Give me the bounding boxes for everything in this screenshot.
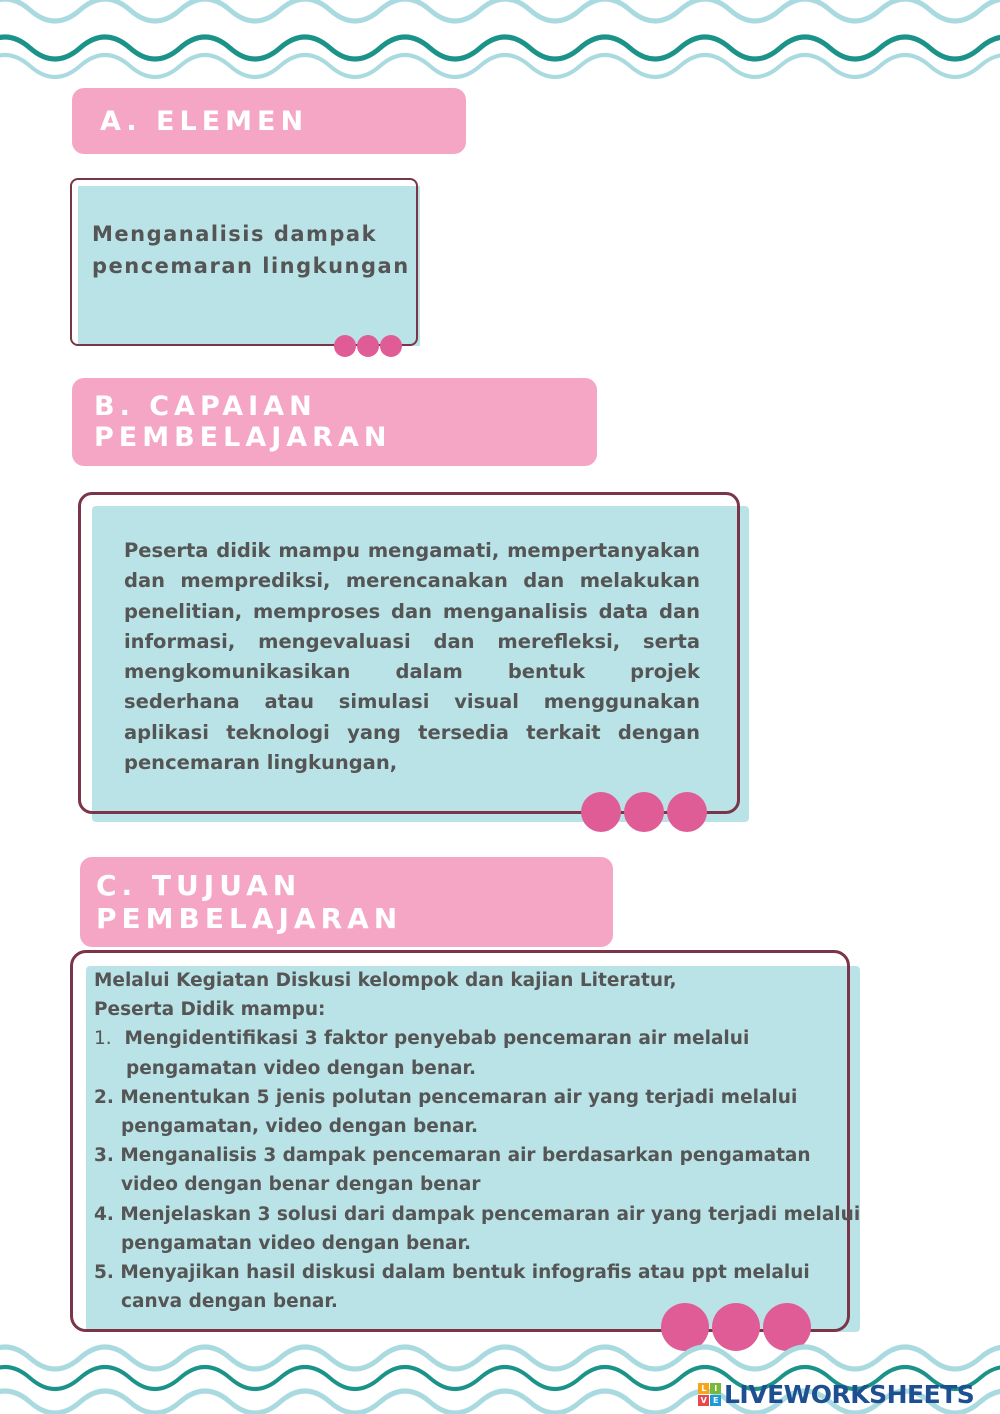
section-b-dot-2 (624, 792, 664, 832)
list-item-3-number: 3. (94, 1145, 114, 1167)
section-c-title: C. TUJUAN PEMBELAJARAN (96, 869, 403, 935)
list-item-1-line-2: pengamatan video dengan benar. (126, 1057, 476, 1079)
section-c-intro-2: Peserta Didik mampu: (94, 999, 326, 1021)
section-b-dot-1 (581, 792, 621, 832)
section-a-dot-3 (380, 335, 402, 357)
section-b-text: Peserta didik mampu mengamati, mempertanyakan dan memprediksi, merencanakan dan melakukan penelitian, memproses dan menganalisis data dan informasi, mengevaluasi dan merefleksi, serta mengkomunikasikan dalam bentuk projek sederhana atau simulasi visual menggunakan aplikasi teknologi yang tersedia terkait dengan pencemaran lingkungan, (124, 539, 700, 775)
section-c-intro-1: Melalui Kegiatan Diskusi kelompok dan kajian Literatur, (94, 970, 677, 991)
list-item-4-line-2: pengamatan video dengan benar. (121, 1232, 471, 1254)
section-a-text (92, 218, 412, 282)
list-item-5-line-1: Menyajikan hasil diskusi dalam bentuk infografis atau ppt melalui (120, 1262, 810, 1284)
list-item-2-number: 2. (94, 1086, 114, 1108)
logo-letter-v: V (698, 1395, 709, 1406)
logo-letter-e: E (710, 1395, 721, 1406)
logo-letter-i: I (710, 1383, 721, 1394)
list-item-2-line-2: pengamatan, video dengan benar. (121, 1116, 479, 1138)
top-wave-decoration (0, 0, 1000, 80)
brand-name: LIVEWORKSHEETS (724, 1380, 975, 1409)
section-c-box (70, 950, 865, 1335)
section-b-dot-3 (667, 792, 707, 832)
list-item-3-line-1: Menganalisis 3 dampak pencemaran air berdasarkan pengamatan (120, 1145, 811, 1167)
section-b-box (78, 492, 753, 832)
list-item-1-number: 1. (94, 1028, 112, 1050)
list-item-1-line-1: Mengidentifikasi 3 faktor penyebab pencemaran air melalui (124, 1028, 750, 1050)
liveworksheets-logo (698, 1380, 974, 1409)
section-a-dot-1 (334, 335, 356, 357)
section-b-banner (72, 378, 597, 466)
list-item-4 (94, 1200, 864, 1229)
list-item-2-line-1: Menentukan 5 jenis polutan pencemaran air yang terjadi melalui (120, 1086, 798, 1108)
list-item-3 (94, 1141, 864, 1170)
section-a-dot-2 (357, 335, 379, 357)
section-c-banner (80, 857, 613, 947)
section-a-banner (72, 88, 466, 154)
section-a-line-2: pencemaran lingkungan (92, 254, 410, 278)
section-c-text (94, 966, 864, 1316)
list-item-1 (94, 1024, 864, 1053)
section-a-title: A. ELEMEN (100, 105, 309, 137)
list-item-4-line-1: Menjelaskan 3 solusi dari dampak pencemaran air yang terjadi melalui (120, 1203, 861, 1225)
list-item-5-number: 5. (94, 1262, 114, 1284)
section-a-box (70, 178, 430, 358)
liveworksheets-icon (698, 1383, 721, 1406)
list-item-2 (94, 1083, 864, 1112)
list-item-3-line-2: video dengan benar dengan benar (121, 1174, 481, 1196)
section-a-line-1: Menganalisis dampak (92, 222, 378, 246)
list-item-5-line-2: canva dengan benar. (121, 1291, 338, 1313)
list-item-4-number: 4. (94, 1203, 114, 1225)
list-item-5 (94, 1258, 864, 1287)
section-b-title: B. CAPAIAN PEMBELAJARAN (94, 391, 392, 453)
logo-letter-l: L (698, 1383, 709, 1394)
